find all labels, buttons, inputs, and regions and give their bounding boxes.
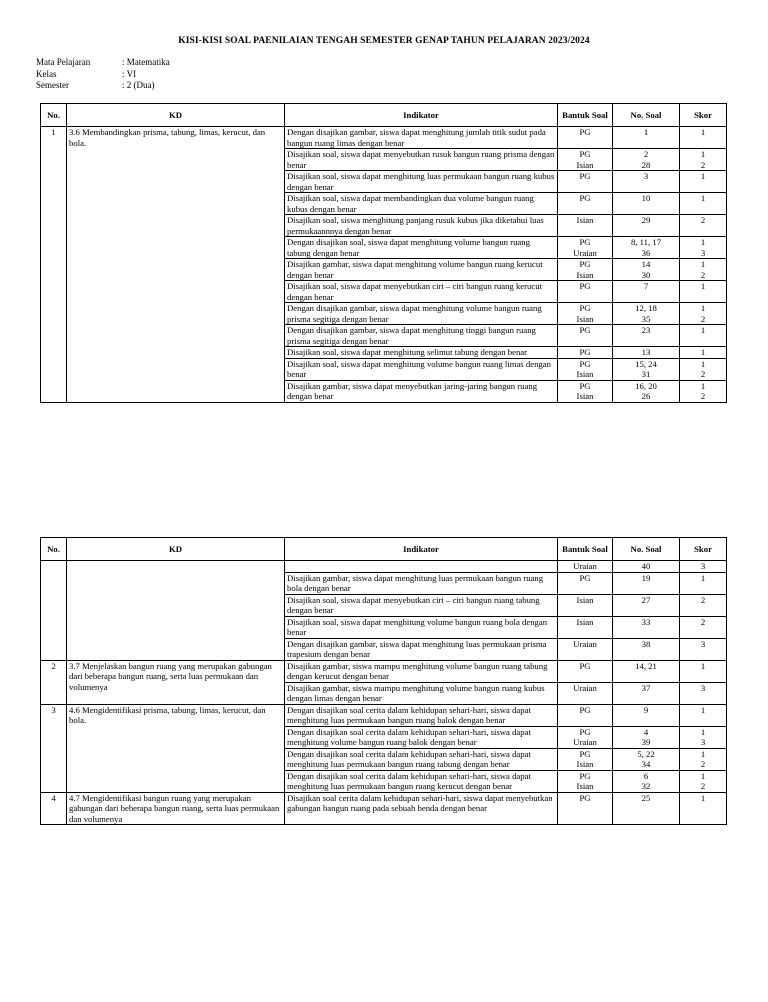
no-soal-cell: 1	[613, 127, 680, 149]
no-soal-cell: 10	[613, 193, 680, 215]
table-row	[41, 792, 727, 825]
skor-cell: 1 2	[680, 380, 727, 402]
indikator-cell: Disajikan soal, siswa dapat menyebutkan rusuk bangun ruang prisma dengan benar	[285, 149, 558, 171]
skor-cell: 1	[680, 347, 727, 359]
no-soal-cell: 27	[613, 594, 680, 616]
skor-cell: 1 3	[680, 726, 727, 748]
skor-cell: 1 3	[680, 237, 727, 259]
no-soal-cell: 16, 20 26	[613, 380, 680, 402]
skor-cell: 1	[680, 792, 727, 825]
indikator-cell: Dengan disajikan gambar, siswa dapat menghitung volume bangun ruang prisma segitiga dengan benar	[285, 303, 558, 325]
kd-cell: 4.6 Mengidentifikasi prisma, tabung, limas, kerucut, dan bola.	[67, 704, 285, 792]
indikator-cell: Disajikan soal, siswa dapat menghitung volume bangun ruang limas dengan benar	[285, 358, 558, 380]
meta-label: Semester	[36, 80, 69, 90]
row-number: 4	[41, 792, 67, 825]
skor-cell: 1 2	[680, 748, 727, 770]
indikator-cell: Dengan disajikan soal cerita dalam kehidupan sehari-hari, siswa dapat menghitung volume bangun ruang balok dengan benar	[285, 726, 558, 748]
header-no: No.	[41, 538, 67, 561]
meta-value: : Matematika	[122, 57, 170, 67]
kisi-table-1	[40, 103, 727, 403]
indikator-cell: Disajikan soal, siswa dapat menghitung volume bangun ruang bola dengan benar	[285, 616, 558, 638]
row-number	[41, 561, 67, 661]
indikator-cell: Dengan disajikan gambar, siswa dapat menghitung tinggi bangun ruang prisma segitiga dengan benar	[285, 325, 558, 347]
no-soal-cell: 2 28	[613, 149, 680, 171]
bentuk-soal-cell: Uraian	[558, 561, 613, 573]
bentuk-soal-cell: PG Isian	[558, 259, 613, 281]
indikator-cell: Dengan disajikan soal cerita dalam kehidupan sehari-hari, siswa dapat menghitung luas permukaan bangun ruang balok dengan benar	[285, 704, 558, 726]
no-soal-cell: 6 32	[613, 770, 680, 792]
skor-cell: 3	[680, 638, 727, 660]
bentuk-soal-cell: PG	[558, 792, 613, 825]
header-kd: KD	[67, 104, 285, 127]
skor-cell: 1	[680, 704, 727, 726]
bentuk-soal-cell: PG	[558, 572, 613, 594]
skor-cell: 2	[680, 215, 727, 237]
header-no: No.	[41, 104, 67, 127]
skor-cell: 3	[680, 561, 727, 573]
indikator-cell: Disajikan gambar, siswa mampu menghitung volume bangun ruang tabung dengan kerucut dengan benar	[285, 660, 558, 682]
skor-cell: 1 2	[680, 358, 727, 380]
no-soal-cell: 4 39	[613, 726, 680, 748]
no-soal-cell: 14 30	[613, 259, 680, 281]
table-header-row	[41, 538, 727, 561]
header-skor: Skor	[680, 538, 727, 561]
bentuk-soal-cell: PG	[558, 171, 613, 193]
kd-cell: 3.7 Menjelaskan bangun ruang yang merupakan gabungan dari beberapa bangun ruang, serta luas permukaan dan volumenya	[67, 660, 285, 704]
skor-cell: 1 2	[680, 770, 727, 792]
bentuk-soal-cell: Isian	[558, 215, 613, 237]
meta-value: : VI	[122, 68, 137, 79]
indikator-cell: Disajikan soal, siswa dapat menyebutkan ciri – ciri bangun ruang tabung dengan benar	[285, 594, 558, 616]
skor-cell: 1 2	[680, 259, 727, 281]
header-kd: KD	[67, 538, 285, 561]
bentuk-soal-cell: PG	[558, 281, 613, 303]
meta-row-semester	[36, 80, 170, 92]
bentuk-soal-cell: PG Isian	[558, 380, 613, 402]
skor-cell: 1	[680, 171, 727, 193]
no-soal-cell: 15, 24 31	[613, 358, 680, 380]
indikator-cell: Dengan disajikan soal, siswa dapat menghitung volume bangun ruang tabung dengan benar	[285, 237, 558, 259]
header-skor: Skor	[680, 104, 727, 127]
indikator-cell: Dengan disajikan gambar, siswa dapat menghitung luas permukaan prisma trapesium dengan benar	[285, 638, 558, 660]
no-soal-cell: 25	[613, 792, 680, 825]
no-soal-cell: 23	[613, 325, 680, 347]
indikator-cell: Disajikan soal, siswa dapat membandingkan dua volume bangun ruang kubus dengan benar	[285, 193, 558, 215]
meta-row-class	[36, 69, 170, 81]
meta-label: Kelas	[36, 68, 57, 79]
no-soal-cell: 38	[613, 638, 680, 660]
kisi-table-2	[40, 537, 727, 825]
indikator-cell: Disajikan gambar, siswa dapat menghitung volume bangun ruang kerucut dengan benar	[285, 259, 558, 281]
indikator-cell: Disajikan gambar, siswa mampu menghitung volume bangun ruang kubus dengan limas dengan benar	[285, 682, 558, 704]
bentuk-soal-cell: PG Isian	[558, 303, 613, 325]
table-row	[41, 660, 727, 682]
header-bentuk-soal: Bantuk Soal	[558, 104, 613, 127]
no-soal-cell: 12, 18 35	[613, 303, 680, 325]
no-soal-cell: 9	[613, 704, 680, 726]
table-header-row	[41, 104, 727, 127]
meta-label: Mata Pelajaran	[36, 57, 91, 67]
indikator-cell: Disajikan soal, siswa dapat menyebutkan ciri – ciri bangun ruang kerucut dengan benar	[285, 281, 558, 303]
header-bentuk-soal: Bantuk Soal	[558, 538, 613, 561]
document-meta	[36, 57, 170, 92]
skor-cell: 1	[680, 127, 727, 149]
skor-cell: 1	[680, 325, 727, 347]
document-title: KISI-KISI SOAL PAENILAIAN TENGAH SEMESTER GENAP TAHUN PELAJARAN 2023/2024	[178, 36, 590, 46]
indikator-cell: Dengan disajikan soal cerita dalam kehidupan sehari-hari, siswa dapat menghitung luas permukaan bangun ruang tabung dengan benar	[285, 748, 558, 770]
bentuk-soal-cell: PG	[558, 193, 613, 215]
bentuk-soal-cell: PG Uraian	[558, 726, 613, 748]
header-no-soal: No. Soal	[613, 538, 680, 561]
indikator-cell: Disajikan gambar, siswa dapat menghitung luas permukaan bangun ruang bola dengan benar	[285, 572, 558, 594]
header-indikator: Indikator	[285, 538, 558, 561]
bentuk-soal-cell: PG	[558, 660, 613, 682]
no-soal-cell: 3	[613, 171, 680, 193]
bentuk-soal-cell: PG Isian	[558, 358, 613, 380]
indikator-cell: Disajikan soal cerita dalam kehidupan sehari-hari, siswa dapat menyebutkan gabungan bangun ruang pada sebuah benda dengan benar	[285, 792, 558, 825]
indikator-cell: Dengan disajikan gambar, siswa dapat menghitung jumlah titik sudut pada bangun ruang limas dengan benar	[285, 127, 558, 149]
skor-cell: 2	[680, 594, 727, 616]
no-soal-cell: 13	[613, 347, 680, 359]
no-soal-cell: 5, 22 34	[613, 748, 680, 770]
skor-cell: 1 2	[680, 303, 727, 325]
no-soal-cell: 29	[613, 215, 680, 237]
row-number: 1	[41, 127, 67, 403]
skor-cell: 2	[680, 616, 727, 638]
no-soal-cell: 40	[613, 561, 680, 573]
kd-cell: 3.6 Membandingkan prisma, tabung, limas, kerucut, dan bola.	[67, 127, 285, 403]
indikator-cell	[285, 561, 558, 573]
row-number: 2	[41, 660, 67, 704]
table-row	[41, 704, 727, 726]
kd-cell	[67, 561, 285, 661]
indikator-cell: Disajikan gambar, siswa dapat menyebutkan jaring-jaring bangun ruang dengan benar	[285, 380, 558, 402]
indikator-cell: Disajikan soal, siswa dapat menghitung selimut tabung dengan benar	[285, 347, 558, 359]
row-number: 3	[41, 704, 67, 792]
bentuk-soal-cell: Uraian	[558, 682, 613, 704]
kd-cell: 4.7 Mengidentifikasi bangun ruang yang merupakan gabungan dari beberapa bangun ruang, serta luas permukaan dan volumenya	[67, 792, 285, 825]
bentuk-soal-cell: PG	[558, 325, 613, 347]
bentuk-soal-cell: PG	[558, 127, 613, 149]
bentuk-soal-cell: PG	[558, 347, 613, 359]
skor-cell: 1 2	[680, 149, 727, 171]
indikator-cell: Disajikan soal, siswa menghitung panjang rusuk kubus jika diketahui luas permukaannnya dengan benar	[285, 215, 558, 237]
no-soal-cell: 37	[613, 682, 680, 704]
bentuk-soal-cell: PG	[558, 704, 613, 726]
header-no-soal: No. Soal	[613, 104, 680, 127]
table-row	[41, 561, 727, 573]
skor-cell: 3	[680, 682, 727, 704]
no-soal-cell: 19	[613, 572, 680, 594]
bentuk-soal-cell: PG Isian	[558, 149, 613, 171]
table-row	[41, 127, 727, 149]
no-soal-cell: 7	[613, 281, 680, 303]
meta-value: : 2 (Dua)	[122, 80, 155, 90]
bentuk-soal-cell: PG Isian	[558, 770, 613, 792]
skor-cell: 1	[680, 660, 727, 682]
bentuk-soal-cell: Isian	[558, 616, 613, 638]
bentuk-soal-cell: Isian	[558, 594, 613, 616]
header-indikator: Indikator	[285, 104, 558, 127]
meta-row-subject	[36, 57, 170, 69]
bentuk-soal-cell: Uraian	[558, 638, 613, 660]
skor-cell: 1	[680, 193, 727, 215]
bentuk-soal-cell: PG Uraian	[558, 237, 613, 259]
skor-cell: 1	[680, 572, 727, 594]
no-soal-cell: 33	[613, 616, 680, 638]
indikator-cell: Dengan disajikan soal cerita dalam kehidupan sehari-hari, siswa dapat menghitung luas permukaan bangun ruang kerucut dengan benar	[285, 770, 558, 792]
skor-cell: 1	[680, 281, 727, 303]
indikator-cell: Disajikan soal, siswa dapat menghitung luas permukaan bangun ruang kubus dengan benar	[285, 171, 558, 193]
no-soal-cell: 14, 21	[613, 660, 680, 682]
no-soal-cell: 8, 11, 17 36	[613, 237, 680, 259]
bentuk-soal-cell: PG Isian	[558, 748, 613, 770]
